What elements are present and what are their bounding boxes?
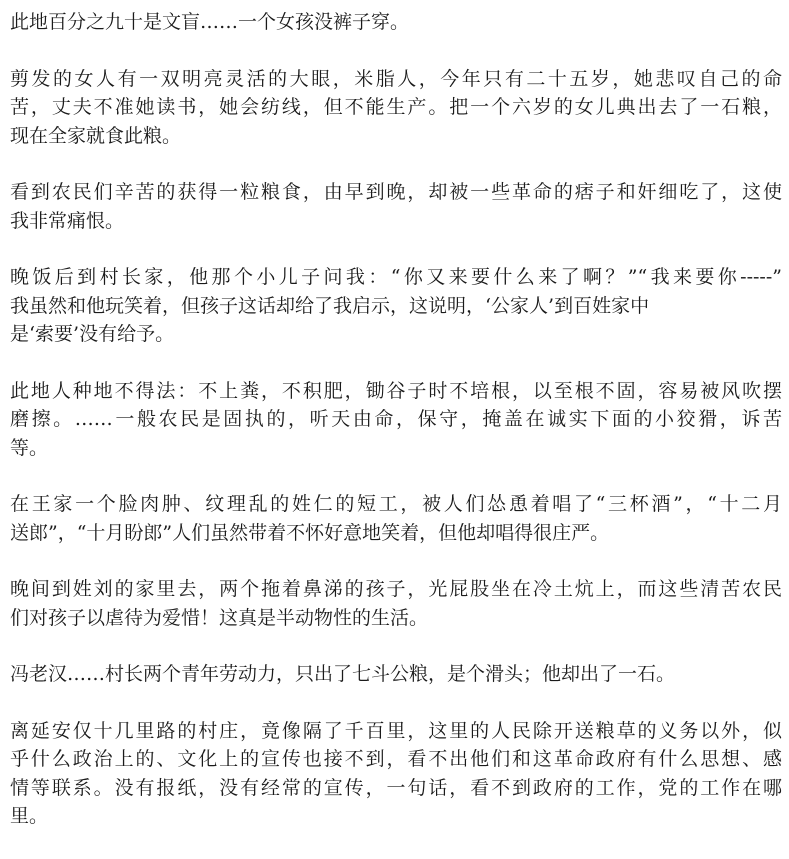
text-line: 里。 [10, 805, 49, 827]
text-line: 晚饭后到村长家，他那个小儿子问我：“你又来要什么来了啊？”“我来要你-----” [10, 266, 782, 288]
paragraph [10, 717, 782, 831]
text-line: 情等联系。没有报纸，没有经常的宣传，一句话，看不到政府的工作，党的工作在哪 [10, 776, 782, 799]
text-line: 我虽然和他玩笑着，但孩子这话却给了我启示，这说明，‘公家人’到百姓家中 [10, 294, 650, 317]
text-line: 在王家一个脸肉肿、纹理乱的姓仁的短工，被人们怂恿着唱了“三杯酒”，“十二月 [10, 493, 782, 515]
document-body [10, 8, 782, 859]
paragraph [10, 8, 782, 37]
paragraph [10, 263, 782, 349]
text-line: 磨擦。……一般农民是固执的，听天由命，保守，掩盖在诚实下面的小狡猾，诉苦 [10, 408, 782, 430]
text-line: 我非常痛恨。 [10, 209, 125, 232]
paragraph [10, 575, 782, 632]
text-line: 送郎”，“十月盼郎”人们虽然带着不怀好意地笑着，但他却唱得很庄严。 [10, 521, 610, 544]
text-line: 现在全家就食此粮。 [10, 124, 182, 147]
text-line: 冯老汉……村长两个青年劳动力，只出了七斗公粮，是个滑头；他却出了一石。 [10, 663, 676, 685]
text-line: 看到农民们辛苦的获得一粒粮食，由早到晚，却被一些革命的痞子和奸细吃了，这使 [10, 181, 782, 203]
text-line: 等。 [10, 436, 49, 459]
paragraph [10, 490, 782, 547]
text-line: 是‘索要’没有给予。 [10, 323, 175, 345]
text-line: 剪发的女人有一双明亮灵活的大眼，米脂人，今年只有二十五岁，她悲叹自己的命 [10, 67, 782, 90]
text-line: 晚间到姓刘的家里去，两个拖着鼻涕的孩子，光屁股坐在冷土炕上，而这些清苦农民 [10, 578, 782, 600]
paragraph [10, 660, 782, 689]
text-line: 们对孩子以虐待为爱惜！这真是半动物性的生活。 [10, 606, 429, 629]
text-line: 此地人种地不得法：不上粪，不积肥，锄谷子时不培根，以至根不固，容易被风吹摆 [10, 379, 782, 402]
paragraph [10, 65, 782, 151]
text-line: 此地百分之九十是文盲……一个女孩没裤子穿。 [10, 11, 410, 33]
text-line: 离延安仅十几里路的村庄，竟像隔了千百里，这里的人民除开送粮草的义务以外，似 [10, 719, 782, 742]
paragraph [10, 178, 782, 235]
text-line: 乎什么政治上的、文化上的宣传也接不到，看不出他们和这革命政府有什么思想、感 [10, 748, 782, 770]
text-line: 苦，丈夫不准她读书，她会纺线，但不能生产。把一个六岁的女儿典出去了一石粮， [10, 96, 782, 118]
paragraph [10, 377, 782, 463]
